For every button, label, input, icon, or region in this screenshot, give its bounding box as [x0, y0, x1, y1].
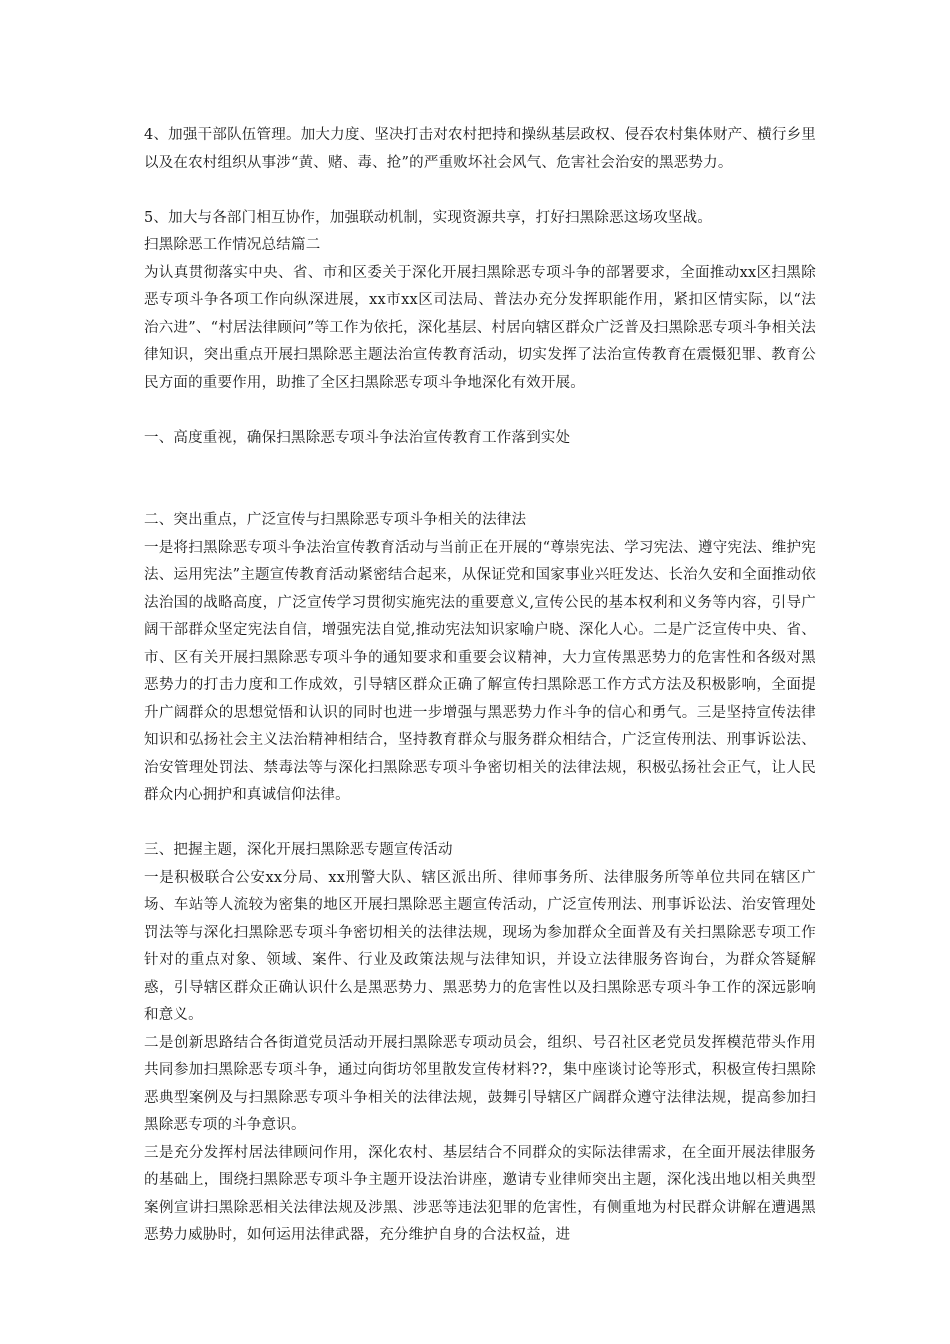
paragraph-gap: [144, 177, 816, 205]
paragraph-4-cadre-management: 4、加强干部队伍管理。加大力度、坚决打击对农村把持和操纵基层政权、侵吞农村集体财产、横行乡里以及在农村组织从事涉“黄、赌、毒、抢”的严重败坏社会风气、危害社会治安的黑恶势力。: [144, 127, 816, 171]
paragraph-intro: 为认真贯彻落实中央、省、市和区委关于深化开展扫黑除恶专项斗争的部署要求，全面推动xx区扫黑除恶专项斗争各项工作向纵深进展，xx市xx区司法局、普法办充分发挥职能作用，紧扣区情实际，以“法治六进”、“村居法律顾问”等工作为依托，深化基层、村居向辖区群众广泛普及扫黑除恶专项斗争相关法律知识，突出重点开展扫黑除恶主题法治宣传教育活动，切实发挥了法治宣传教育在震慑犯罪、教育公民方面的重要作用，助推了全区扫黑除恶专项斗争地深化有效开展。: [144, 264, 816, 391]
document-page: [144, 122, 816, 1250]
heading-two: 二、突出重点，广泛宣传与扫黑除恶专项斗争相关的法律法: [144, 512, 527, 528]
paragraph-gap: [144, 452, 816, 507]
paragraph-gap: [144, 810, 816, 838]
paragraph-section-three-third: 三是充分发挥村居法律顾问作用，深化农村、基层结合不同群众的实际法律需求，在全面开展法律服务的基础上，围绕扫黑除恶专项斗争主题开设法治讲座，邀请专业律师突出主题，深化浅出地以相关典型案例宣讲扫黑除恶相关法律法规及涉黑、涉恶等违法犯罪的危害性，有侧重地为村民群众讲解在遭遇黑恶势力威胁时，如何运用法律武器，充分维护自身的合法权益，进: [144, 1144, 816, 1243]
paragraph-5-coordination: 5、加大与各部门相互协作，加强联动机制，实现资源共享，打好扫黑除恶这场攻坚战。: [144, 209, 713, 226]
paragraph-section-three-second: 二是创新思路结合各街道党员活动开展扫黑除恶专项动员会，组织、号召社区老党员发挥模范带头作用共同参加扫黑除恶专项斗争，通过向街坊邻里散发宣传材料??，集中座谈讨论等形式，积极宣传扫黑除恶典型案例及与扫黑除恶专项斗争相关的法律法规，鼓舞引导辖区广阔群众遵守法律法规，提高参加扫黑除恶专项的斗争意识。: [144, 1034, 816, 1133]
heading-one: 一、高度重视，确保扫黑除恶专项斗争法治宣传教育工作落到实处: [144, 429, 571, 446]
paragraph-section-two-body: 一是将扫黑除恶专项斗争法治宣传教育活动与当前正在开展的“尊崇宪法、学习宪法、遵守宪法、维护宪法、运用宪法”主题宣传教育活动紧密结合起来，从保证党和国家事业兴旺发达、长治久安和全面推动依法治国的战略高度，广泛宣传学习贯彻实施宪法的重要意义,宣传公民的基本权利和义务等内容，引导广阔干部群众坚定宪法自信，增强宪法自觉,推动宪法知识家喻户晓、深化人心。二是广泛宣传中央、省、市、区有关开展扫黑除恶专项斗争的通知要求和重要会议精神，大力宣传黑恶势力的危害性和各级对黑恶势力的打击力度和工作成效，引导辖区群众正确了解宣传扫黑除恶工作方式方法及积极影响，全面提升广阔群众的思想觉悟和认识的同时也进一步增强与黑恶势力作斗争的信心和勇气。三是坚持宣传法律知识和弘扬社会主义法治精神相结合，坚持教育群众与服务群众相结合，广泛宣传刑法、刑事诉讼法、治安管理处罚法、禁毒法等与深化扫黑除恶专项斗争密切相关的法律法规，积极弘扬社会正气，让人民群众内心拥护和真诚信仰法律。: [144, 539, 816, 803]
paragraph-gap: [144, 397, 816, 425]
section-title-part-two: 扫黑除恶工作情况总结篇二: [144, 237, 321, 253]
heading-three: 三、把握主题，深化开展扫黑除恶专题宣传活动: [144, 842, 453, 858]
paragraph-section-three-first: 一是积极联合公安xx分局、xx刑警大队、辖区派出所、律师事务所、法律服务所等单位共同在辖区广场、车站等人流较为密集的地区开展扫黑除恶主题宣传活动，广泛宣传刑法、刑事诉讼法、治安管理处罚法等与深化扫黑除恶专项斗争密切相关的法律法规，现场为参加群众全面普及有关扫黑除恶专项工作针对的重点对象、领域、案件、行业及政策法规与法律知识，并设立法律服务咨询台，为群众答疑解惑，引导辖区群众正确认识什么是黑恶势力、黑恶势力的危害性以及扫黑除恶专项斗争工作的深远影响和意义。: [144, 869, 816, 1023]
